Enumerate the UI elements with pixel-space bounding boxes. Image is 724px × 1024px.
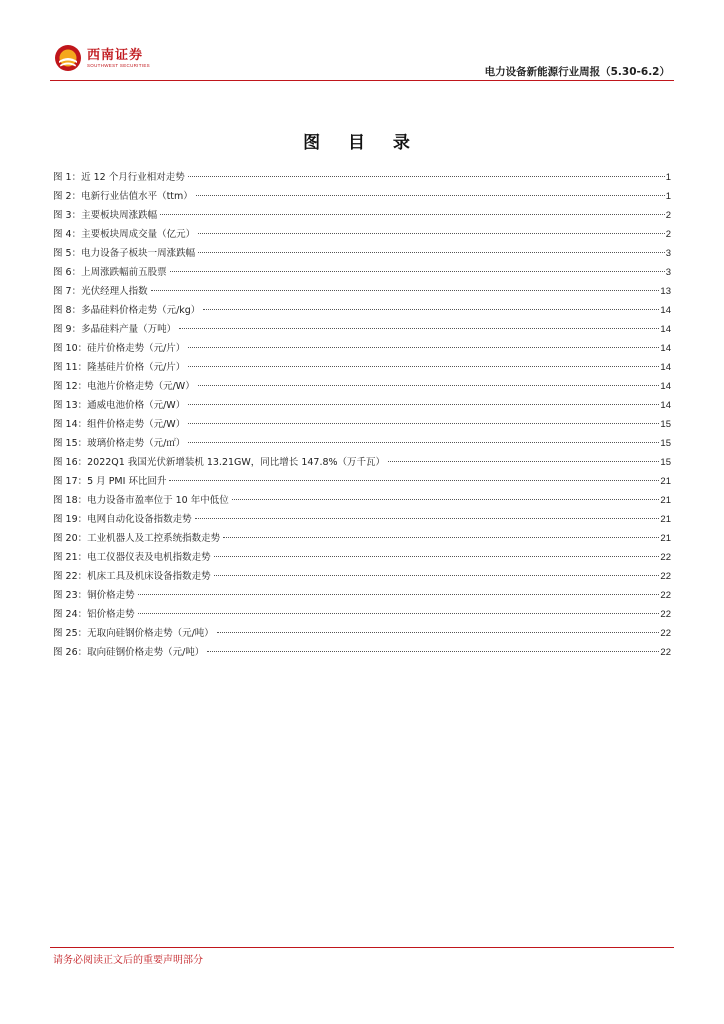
toc-dot-leader bbox=[188, 366, 659, 367]
toc-entry[interactable] bbox=[53, 434, 671, 453]
toc-entry-label[interactable]: 图 15：玻璃价格走势（元/㎡） bbox=[53, 438, 186, 449]
toc-entry-label[interactable]: 图 12：电池片价格走势（元/W） bbox=[53, 381, 195, 392]
toc-entry[interactable] bbox=[53, 282, 671, 301]
toc-entry-page-number[interactable]: 22 bbox=[660, 571, 671, 582]
toc-entry-label[interactable]: 图 17：5 月 PMI 环比回升 bbox=[53, 476, 167, 487]
toc-dot-leader bbox=[223, 537, 659, 538]
toc-entry-page-number[interactable]: 2 bbox=[665, 229, 671, 240]
footer-divider bbox=[50, 947, 674, 948]
toc-entry-page-number[interactable]: 15 bbox=[660, 438, 671, 449]
toc-dot-leader bbox=[217, 632, 660, 633]
toc-entry-label[interactable]: 图 9：多晶硅料产量（万吨） bbox=[53, 324, 177, 335]
toc-entry-label[interactable]: 图 6：上周涨跌幅前五股票 bbox=[53, 267, 167, 278]
toc-dot-leader bbox=[188, 442, 659, 443]
toc-entry[interactable] bbox=[53, 187, 671, 206]
report-title: 电力设备新能源行业周报（5.30-6.2） bbox=[484, 66, 670, 78]
toc-dot-leader bbox=[138, 594, 660, 595]
toc-dot-leader bbox=[188, 176, 665, 177]
southwest-securities-logo-icon bbox=[54, 44, 82, 72]
page-header bbox=[0, 0, 724, 82]
toc-entry-label[interactable]: 图 2：电新行业估值水平（ttm） bbox=[53, 191, 193, 202]
toc-entry-page-number[interactable]: 14 bbox=[660, 324, 671, 335]
toc-entry-page-number[interactable]: 14 bbox=[660, 381, 671, 392]
disclaimer-note: 请务必阅读正文后的重要声明部分 bbox=[53, 955, 203, 966]
toc-entry-label[interactable]: 图 26：取向硅钢价格走势（元/吨） bbox=[53, 647, 205, 658]
toc-dot-leader bbox=[207, 651, 659, 652]
toc-entry[interactable] bbox=[53, 453, 671, 472]
toc-entry-page-number[interactable]: 2 bbox=[665, 210, 671, 221]
toc-entry-page-number[interactable]: 22 bbox=[660, 590, 671, 601]
toc-heading: 图 目 录 bbox=[303, 133, 421, 153]
toc-entry-label[interactable]: 图 18：电力设备市盈率位于 10 年中低位 bbox=[53, 495, 229, 506]
toc-entry-label[interactable]: 图 24：铝价格走势 bbox=[53, 609, 135, 620]
toc-entry-label[interactable]: 图 25：无取向硅钢价格走势（元/吨） bbox=[53, 628, 214, 639]
toc-entry-label[interactable]: 图 23：铜价格走势 bbox=[53, 590, 135, 601]
toc-dot-leader bbox=[214, 556, 660, 557]
toc-entry[interactable] bbox=[53, 529, 671, 548]
toc-entry-label[interactable]: 图 19：电网自动化设备指数走势 bbox=[53, 514, 192, 525]
toc-entry-page-number[interactable]: 22 bbox=[660, 552, 671, 563]
toc-entry[interactable] bbox=[53, 624, 671, 643]
toc-entry-page-number[interactable]: 22 bbox=[660, 628, 671, 639]
toc-entry[interactable] bbox=[53, 586, 671, 605]
toc-entry-page-number[interactable]: 13 bbox=[660, 286, 671, 297]
toc-entry[interactable] bbox=[53, 396, 671, 415]
logo-name-cn: 西南证券 bbox=[87, 47, 144, 63]
toc-entry-page-number[interactable]: 21 bbox=[660, 514, 671, 525]
toc-entry[interactable] bbox=[53, 510, 671, 529]
toc-entry[interactable] bbox=[53, 244, 671, 263]
toc-dot-leader bbox=[198, 233, 665, 234]
toc-entry-label[interactable]: 图 20：工业机器人及工控系统指数走势 bbox=[53, 533, 221, 544]
toc-entry-label[interactable]: 图 10：硅片价格走势（元/片） bbox=[53, 343, 186, 354]
company-logo bbox=[54, 44, 150, 72]
toc-dot-leader bbox=[198, 385, 660, 386]
toc-entry-page-number[interactable]: 14 bbox=[660, 343, 671, 354]
toc-dot-leader bbox=[214, 575, 660, 576]
toc-entry[interactable] bbox=[53, 415, 671, 434]
toc-entry-label[interactable]: 图 13：通威电池价格（元/W） bbox=[53, 400, 186, 411]
toc-entry-page-number[interactable]: 21 bbox=[660, 476, 671, 487]
toc-entry-label[interactable]: 图 4：主要板块周成交量（亿元） bbox=[53, 229, 196, 240]
toc-dot-leader bbox=[388, 461, 659, 462]
toc-entry-label[interactable]: 图 5：电力设备子板块一周涨跌幅 bbox=[53, 248, 196, 259]
toc-entry[interactable] bbox=[53, 320, 671, 339]
toc-entry[interactable] bbox=[53, 263, 671, 282]
toc-entry[interactable] bbox=[53, 358, 671, 377]
toc-entry-page-number[interactable]: 14 bbox=[660, 400, 671, 411]
toc-entry-page-number[interactable]: 3 bbox=[665, 267, 671, 278]
toc-entry[interactable] bbox=[53, 567, 671, 586]
toc-dot-leader bbox=[195, 518, 660, 519]
toc-entry-page-number[interactable]: 1 bbox=[665, 172, 671, 183]
toc-entry[interactable] bbox=[53, 491, 671, 510]
toc-entry-page-number[interactable]: 22 bbox=[660, 609, 671, 620]
toc-dot-leader bbox=[188, 423, 659, 424]
toc-dot-leader bbox=[198, 252, 665, 253]
toc-entry-page-number[interactable]: 14 bbox=[660, 362, 671, 373]
toc-dot-leader bbox=[179, 328, 659, 329]
toc-entry-page-number[interactable]: 21 bbox=[660, 533, 671, 544]
toc-entry[interactable] bbox=[53, 301, 671, 320]
toc-entry-page-number[interactable]: 21 bbox=[660, 495, 671, 506]
toc-entry[interactable] bbox=[53, 605, 671, 624]
toc-entry-page-number[interactable]: 1 bbox=[665, 191, 671, 202]
toc-entry-page-number[interactable]: 15 bbox=[660, 419, 671, 430]
toc-entry[interactable] bbox=[53, 643, 671, 662]
toc-entry-label[interactable]: 图 21：电工仪器仪表及电机指数走势 bbox=[53, 552, 211, 563]
toc-entry-label[interactable]: 图 16：2022Q1 我国光伏新增装机 13.21GW，同比增长 147.8%（万千瓦） bbox=[53, 457, 386, 468]
toc-dot-leader bbox=[203, 309, 659, 310]
toc-entry-label[interactable]: 图 7：光伏经理人指数 bbox=[53, 286, 148, 297]
toc-entry[interactable] bbox=[53, 377, 671, 396]
logo-name-en: SOUTHWEST SECURITIES bbox=[87, 62, 150, 68]
toc-entry-label[interactable]: 图 14：组件价格走势（元/W） bbox=[53, 419, 186, 430]
toc-entry-label[interactable]: 图 1：近 12 个月行业相对走势 bbox=[53, 172, 185, 183]
toc-entry[interactable] bbox=[53, 472, 671, 491]
toc-dot-leader bbox=[232, 499, 660, 500]
toc-entry[interactable] bbox=[53, 548, 671, 567]
toc-dot-leader bbox=[188, 404, 659, 405]
toc-dot-leader bbox=[151, 290, 660, 291]
toc-dot-leader bbox=[138, 613, 660, 614]
toc-entry[interactable] bbox=[53, 206, 671, 225]
toc-dot-leader bbox=[170, 271, 665, 272]
toc-entry-page-number[interactable]: 15 bbox=[660, 457, 671, 468]
toc-dot-leader bbox=[169, 480, 659, 481]
toc-entry-label[interactable]: 图 11：隆基硅片价格（元/片） bbox=[53, 362, 186, 373]
toc-entry[interactable] bbox=[53, 168, 671, 187]
toc-entry-label[interactable]: 图 3：主要板块周涨跌幅 bbox=[53, 210, 158, 221]
toc-entry-page-number[interactable]: 14 bbox=[660, 305, 671, 316]
toc-entry[interactable] bbox=[53, 339, 671, 358]
toc-entry-label[interactable]: 图 22：机床工具及机床设备指数走势 bbox=[53, 571, 211, 582]
toc-dot-leader bbox=[188, 347, 659, 348]
toc-entry[interactable] bbox=[53, 225, 671, 244]
toc-entry-label[interactable]: 图 8：多晶硅料价格走势（元/kg） bbox=[53, 305, 201, 316]
toc-dot-leader bbox=[196, 195, 665, 196]
toc-dot-leader bbox=[160, 214, 665, 215]
toc-entry-page-number[interactable]: 22 bbox=[660, 647, 671, 658]
figure-toc-list bbox=[53, 168, 671, 662]
toc-entry-page-number[interactable]: 3 bbox=[665, 248, 671, 259]
header-divider bbox=[50, 80, 674, 81]
